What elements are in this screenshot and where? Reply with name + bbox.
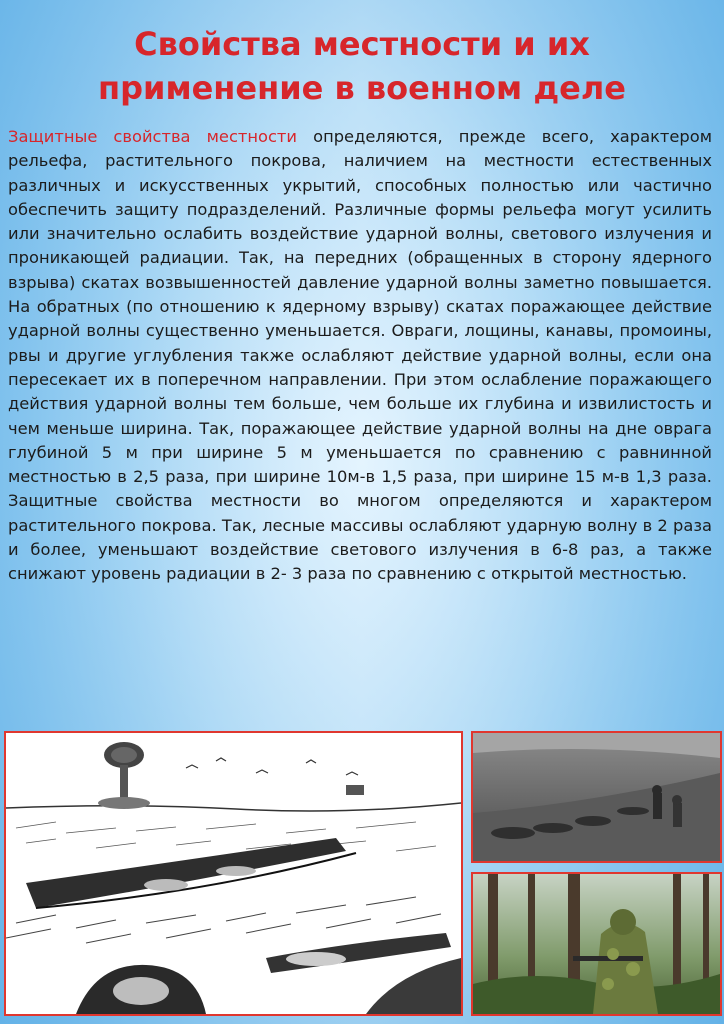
- photo-soldiers-on-slope: [471, 731, 722, 863]
- photo-field-drawing: [473, 733, 720, 861]
- body-text: определяются, прежде всего, характером рельефа, растительного покрова, наличием на местности естественных различных и искусственных укрытий, способных полностью или частично обеспечить защиту подразделений. Различные формы рельефа могут усилить или значительно ослабить воздействие ударной волны, светового излучения и проникающей радиации. Так, на передних (обращенных в сторону ядерного взрыва) скатах возвышенностей давление ударной волны заметно повышается. На обратных (по отношению к ядерному взрыву) скатах поражающее действие ударной волны существенно уменьшается. Овраги, лощины, канавы, промоины, рвы и другие углубления также ослабляют действие ударной волны, если она пересекает их в поперечном направлении. При этом ослабление поражающего действия ударной волны тем больше, чем больше их глубина и извилистость и чем меньше ширина. Так, поражающее действие ударной волны на дне оврага глубиной 5 м при ширине 5 м уменьшается по сравнению с равнинной местностью в 2,5 раза, при ширине 10м-в 1,5 раза, при ширине 15 м-в 1,3 раза. Защитные свойства местности во многом определяются и характером растительного покрова. Так, лесные массивы ослабляют ударную волну в 2 раза и более, уменьшают воздействие светового излучения в 6-8 раз, а также снижают уровень радиации в 2- 3 раза по сравнению с открытой местностью.: [8, 127, 712, 584]
- lead-phrase: Защитные свойства местности: [8, 127, 297, 146]
- illustration-nuclear-blast-sketch: [4, 731, 463, 1016]
- page-title: [40, 22, 684, 110]
- photo-forest-drawing: [473, 874, 720, 1014]
- title-line-1: Свойства местности и их: [134, 25, 590, 63]
- sketch-drawing: [6, 733, 461, 1014]
- title-line-2: применение в военном деле: [98, 69, 626, 107]
- photo-soldier-in-forest: [471, 872, 722, 1016]
- body-paragraph: [8, 125, 712, 587]
